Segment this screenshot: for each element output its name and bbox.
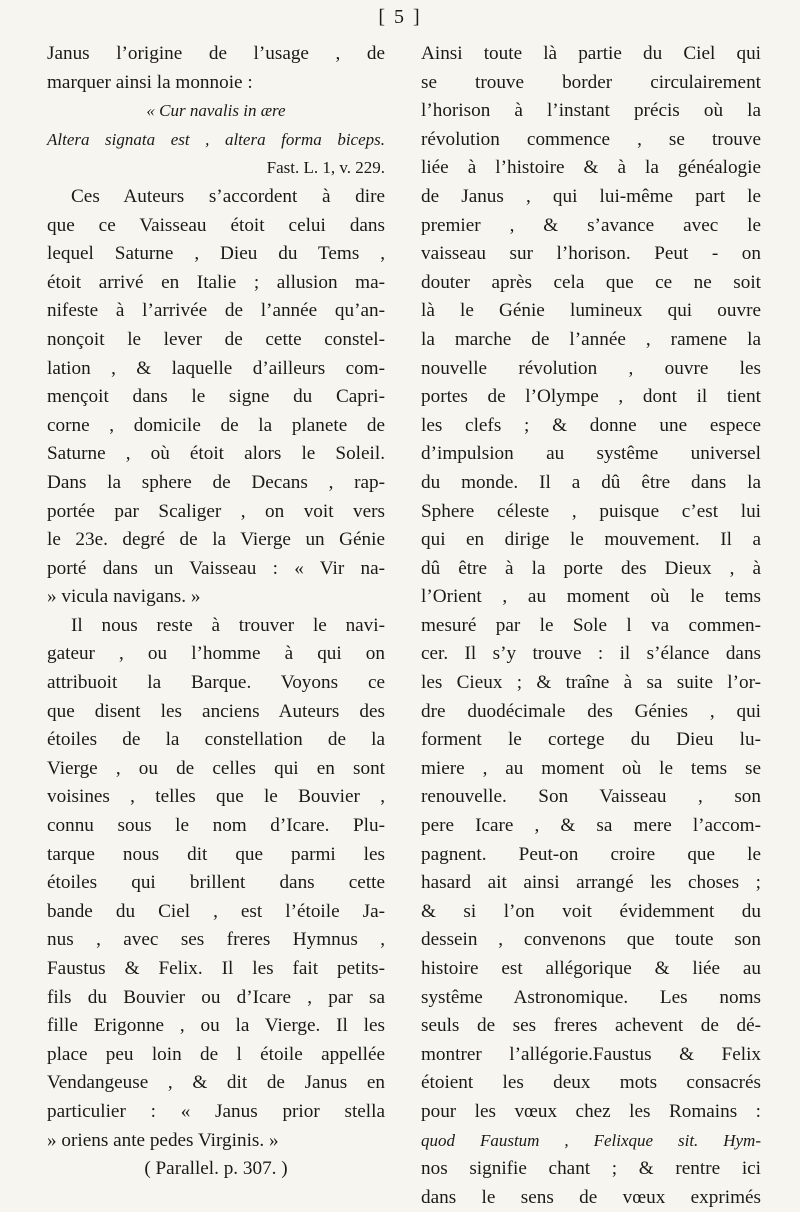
right-column: [421, 40, 761, 1212]
text-line: « Cur navalis in ære: [146, 101, 286, 121]
text-line: Ainsi toute là partie du Ciel qui: [421, 43, 761, 64]
text-line: quod Faustum , Felixque sit. Hym-: [421, 1130, 761, 1150]
text-line: pere Icare , & sa mere l’accom-: [421, 815, 761, 837]
text-line: Vierge , ou de celles qui en sont: [47, 757, 385, 779]
text-line: voisines , telles que le Bouvier ,: [47, 786, 385, 808]
text-line: les Cieux ; & traîne à sa suite l’or-: [421, 672, 761, 694]
text-line: forment le cortege du Dieu lu-: [421, 729, 761, 751]
text-line: révolution commence , se trouve: [421, 128, 761, 150]
page-number: [ 5 ]: [378, 6, 422, 28]
text-line: montrer l’allégorie.Faustus & Felix: [421, 1043, 761, 1065]
text-line: dans le sens de vœux exprimés: [421, 1186, 761, 1208]
text-line: fils du Bouvier ou d’Icare , par sa: [47, 986, 385, 1008]
text-line: corne , domicile de la planete de: [47, 414, 385, 436]
text-line: systême Astronomique. Les noms: [421, 986, 761, 1008]
text-line: Sphere céleste , puisque c’est lui: [421, 500, 761, 522]
text-line: de Janus , qui lui-même part le: [421, 185, 761, 207]
text-line: & si l’on voit évidemment du: [421, 900, 761, 922]
text-line: Fast. L. 1, v. 229.: [266, 158, 385, 178]
text-line: le 23e. degré de la Vierge un Génie: [47, 529, 385, 551]
text-line: premier , & s’avance avec le: [421, 214, 761, 236]
text-line: du monde. Il a dû être dans la: [421, 471, 761, 493]
text-line: renouvelle. Son Vaisseau , son: [421, 786, 761, 808]
text-line: se trouve border circulairement: [421, 71, 761, 93]
text-line: Dans la sphere de Decans , rap-: [47, 471, 385, 493]
text-line: Ces Auteurs s’accordent à dire: [71, 185, 385, 207]
text-line: lation , & laquelle d’ailleurs com-: [47, 357, 385, 379]
text-line: que ce Vaisseau étoit celui dans: [47, 214, 385, 236]
text-line: étoit arrivé en Italie ; allusion ma-: [47, 271, 385, 293]
text-line: étoiles de la constellation de la: [47, 729, 385, 751]
text-line: particulier : « Janus prior stella: [47, 1100, 385, 1122]
text-line: bande du Ciel , est l’étoile Ja-: [47, 900, 385, 922]
text-line: fille Erigonne , ou la Vierge. Il les: [47, 1015, 385, 1037]
text-line: » vicula navigans. »: [47, 586, 201, 608]
text-line: miere , au moment où le tems se: [421, 757, 761, 779]
text-line: lequel Saturne , Dieu du Tems ,: [47, 243, 385, 265]
text-line: portes de l’Olympe , dont il tient: [421, 386, 761, 408]
text-line: marquer ainsi la monnoie :: [47, 71, 253, 93]
text-line: Faustus & Felix. Il les fait petits-: [47, 958, 385, 979]
text-line: Vendangeuse , & dit de Janus en: [47, 1072, 385, 1094]
text-line: Saturne , où étoit alors le Soleil.: [47, 443, 385, 465]
text-line: là le Génie lumineux qui ouvre: [421, 300, 761, 322]
text-line: porté dans un Vaisseau : « Vir na-: [47, 557, 385, 579]
text-line: nouvelle révolution , ouvre les: [421, 357, 761, 379]
text-line: nus , avec ses freres Hymnus ,: [47, 929, 385, 951]
text-line: dessein , convenons que toute son: [421, 929, 761, 951]
text-line: Janus l’origine de l’usage , de: [47, 43, 385, 64]
text-line: mesuré par le Sole l va commen-: [421, 614, 761, 636]
text-line: portée par Scaliger , on voit vers: [47, 500, 385, 522]
text-line: l’Orient , au moment où le tems: [421, 586, 761, 608]
text-line: douter après cela que ce ne soit: [421, 271, 761, 293]
text-line: Altera signata est , altera forma biceps.: [47, 129, 385, 149]
text-line: seuls de ses freres achevent de dé-: [421, 1015, 761, 1037]
text-line: hasard ait ainsi arrangé les choses ;: [421, 872, 761, 894]
text-line: place peu loin de l étoile appellée: [47, 1043, 385, 1065]
text-line: liée à l’histoire & à la généalogie: [421, 157, 761, 179]
text-line: étoiles qui brillent dans cette: [47, 872, 385, 894]
text-line: que disent les anciens Auteurs des: [47, 700, 385, 722]
text-line: Il nous reste à trouver le navi-: [71, 614, 385, 636]
text-line: gateur , ou l’homme à qui on: [47, 643, 385, 665]
text-line: étoient les deux mots consacrés: [421, 1072, 761, 1094]
text-line: tarque nous dit que parmi les: [47, 843, 385, 865]
text-line: ( Parallel. p. 307. ): [144, 1158, 288, 1180]
text-line: d’impulsion au systême universel: [421, 443, 761, 465]
text-line: histoire est allégorique & liée au: [421, 958, 761, 979]
text-line: nifeste à l’arrivée de l’année qu’an-: [47, 300, 385, 322]
text-line: l’horison à l’instant précis où la: [421, 100, 761, 122]
text-line: les clefs ; & donne une espece: [421, 414, 761, 436]
text-line: dre duodécimale des Génies , qui: [421, 700, 761, 722]
text-line: dû être à la porte des Dieux , à: [421, 557, 761, 579]
text-line: pour les vœux chez les Romains :: [421, 1100, 761, 1122]
text-line: nonçoit le lever de cette constel-: [47, 328, 385, 350]
text-line: qui en dirige le mouvement. Il a: [421, 529, 761, 551]
text-line: cer. Il s’y trouve : il s’élance dans: [421, 643, 761, 665]
text-line: pagnent. Peut-on croire que le: [421, 843, 761, 865]
text-line: nos signifie chant ; & rentre ici: [421, 1158, 761, 1180]
text-line: » oriens ante pedes Virginis. »: [47, 1129, 279, 1151]
left-column: [47, 40, 385, 1184]
text-line: la marche de l’année , ramene la: [421, 328, 761, 350]
text-line: connu sous le nom d’Icare. Plu-: [47, 815, 385, 837]
text-line: mençoit dans le signe du Capri-: [47, 386, 385, 408]
text-line: vaisseau sur l’horison. Peut - on: [421, 243, 761, 265]
text-line: attribuoit la Barque. Voyons ce: [47, 672, 385, 694]
